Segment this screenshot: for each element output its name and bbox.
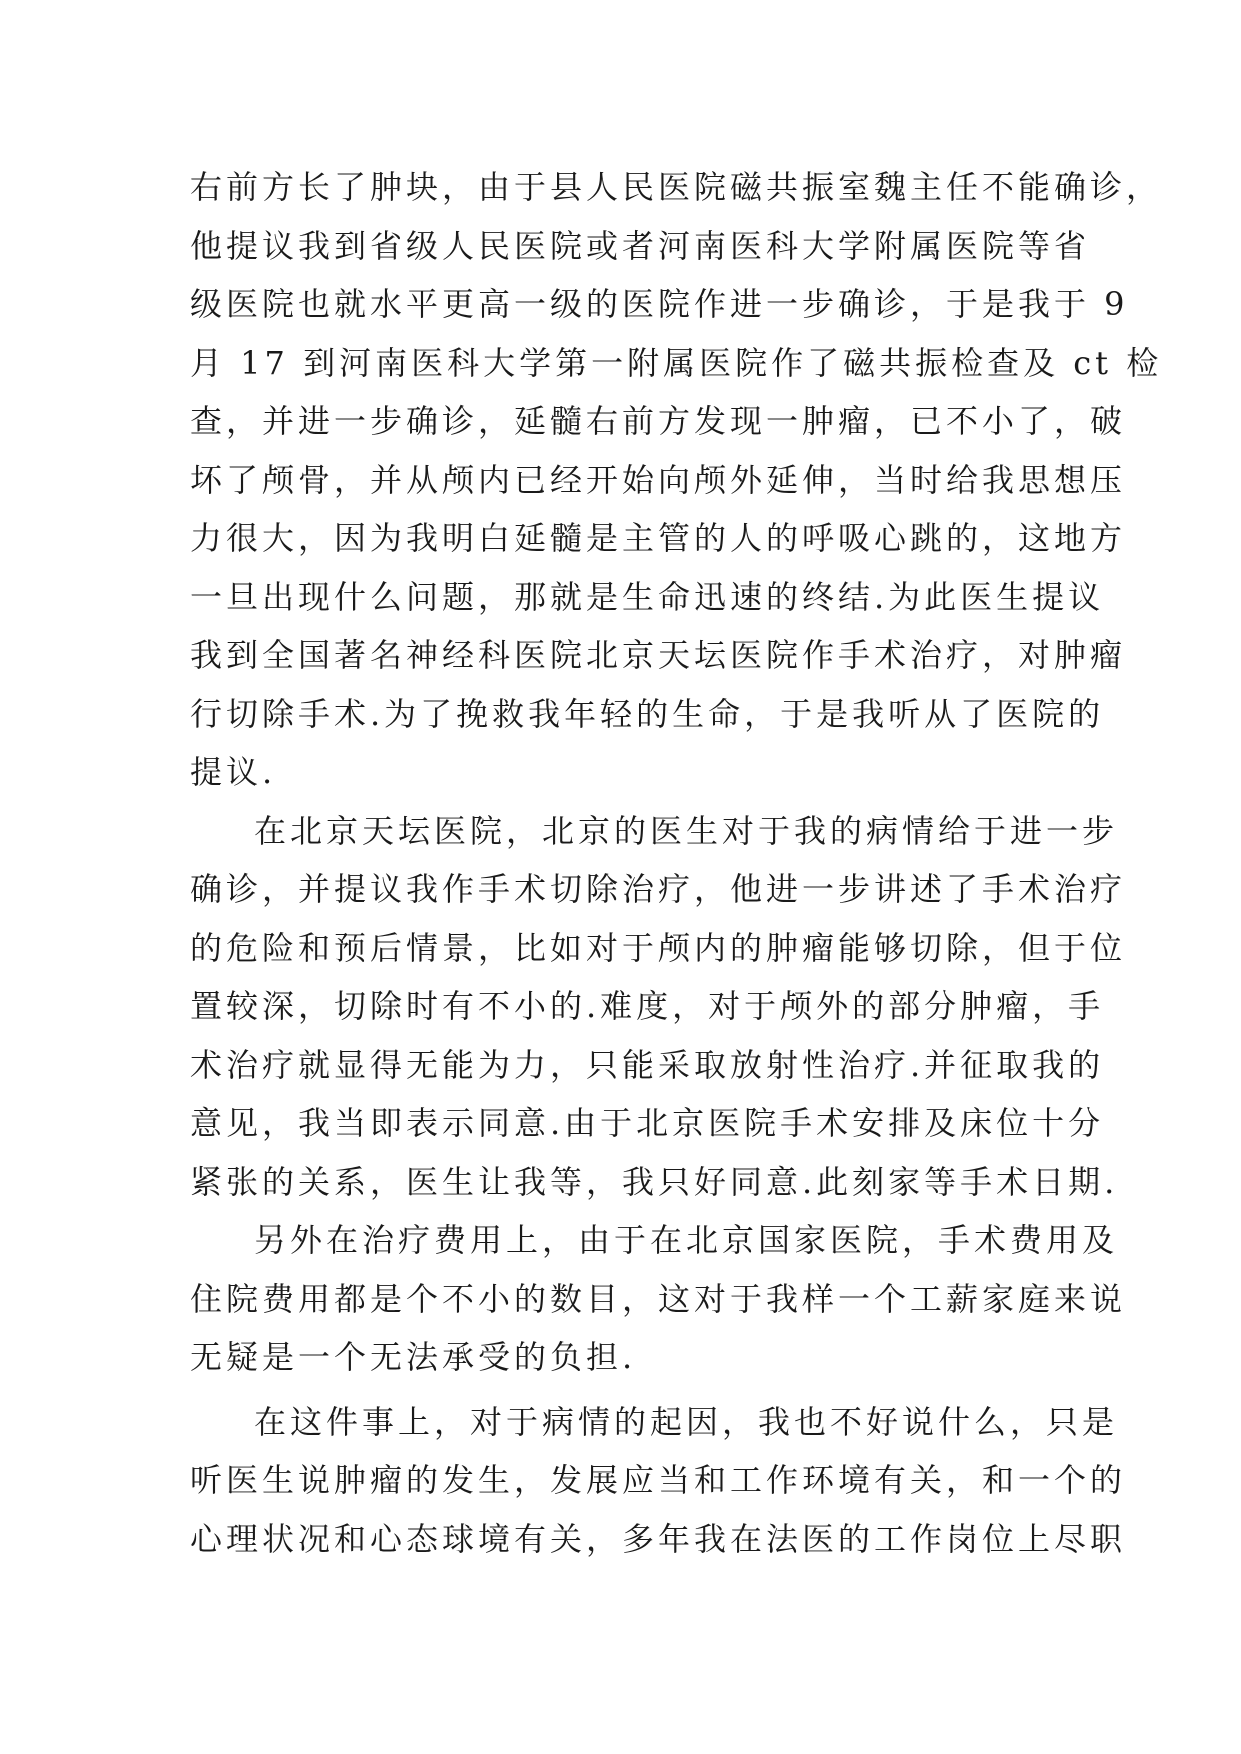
text-line: 查，并进一步确诊，延髓右前方发现一肿瘤，已不小了，破 <box>190 402 1127 440</box>
text-line: 心理状况和心态球境有关，多年我在法医的工作岗位上尽职 <box>190 1519 1127 1558</box>
text-line: 提议. <box>190 753 277 791</box>
text-line: 行切除手术.为了挽救我年轻的生命，于是我听从了医院的 <box>190 694 1105 733</box>
paragraph-first-line: 另外在治疗费用上，由于在北京国家医院，手术费用及 <box>254 1221 1119 1259</box>
text-line: 的危险和预后情景，比如对于颅内的肿瘤能够切除，但于位 <box>190 928 1127 967</box>
text-line: 住院费用都是个不小的数目，这对于我样一个工薪家庭来说 <box>190 1279 1127 1318</box>
text-line: 置较深，切除时有不小的.难度，对于颅外的部分肿瘤，手 <box>190 987 1105 1025</box>
text-line: 术治疗就显得无能为力，只能采取放射性治疗.并征取我的 <box>190 1045 1105 1084</box>
paragraph-first-line: 在北京天坛医院，北京的医生对于我的病情给于进一步 <box>254 811 1119 850</box>
text-line: 坏了颅骨，并从颅内已经开始向颅外延伸，当时给我思想压 <box>190 460 1127 499</box>
text-line: 听医生说肿瘤的发生，发展应当和工作环境有关，和一个的 <box>190 1461 1127 1499</box>
text-line: 级医院也就水平更高一级的医院作进一步确诊，于是我于 9 <box>190 285 1129 323</box>
text-line: 无疑是一个无法承受的负担. <box>190 1338 637 1376</box>
document-body <box>190 158 1163 1568</box>
paragraph-first-line: 在这件事上，对于病情的起因，我也不好说什么，只是 <box>254 1402 1119 1441</box>
text-line: 他提议我到省级人民医院或者河南医科大学附属医院等省 <box>190 226 1091 265</box>
text-line: 确诊，并提议我作手术切除治疗，他进一步讲述了手术治疗 <box>190 870 1127 908</box>
text-line: 我到全国著名神经科医院北京天坛医院作手术治疗，对肿瘤 <box>190 636 1127 674</box>
text-line: 紧张的关系，医生让我等，我只好同意.此刻家等手术日期. <box>190 1162 1119 1201</box>
text-line: 力很大，因为我明白延髓是主管的人的呼吸心跳的，这地方 <box>190 519 1127 557</box>
text-line: 一旦出现什么问题，那就是生命迅速的终结.为此医生提议 <box>190 577 1105 616</box>
text-line: 右前方长了肿块，由于县人民医院磁共振室魏主任不能确诊， <box>190 168 1163 206</box>
text-line: 月 17 到河南医科大学第一附属医院作了磁共振检查及 ct 检 <box>190 343 1163 382</box>
text-line: 意见，我当即表示同意.由于北京医院手术安排及床位十分 <box>190 1104 1105 1142</box>
